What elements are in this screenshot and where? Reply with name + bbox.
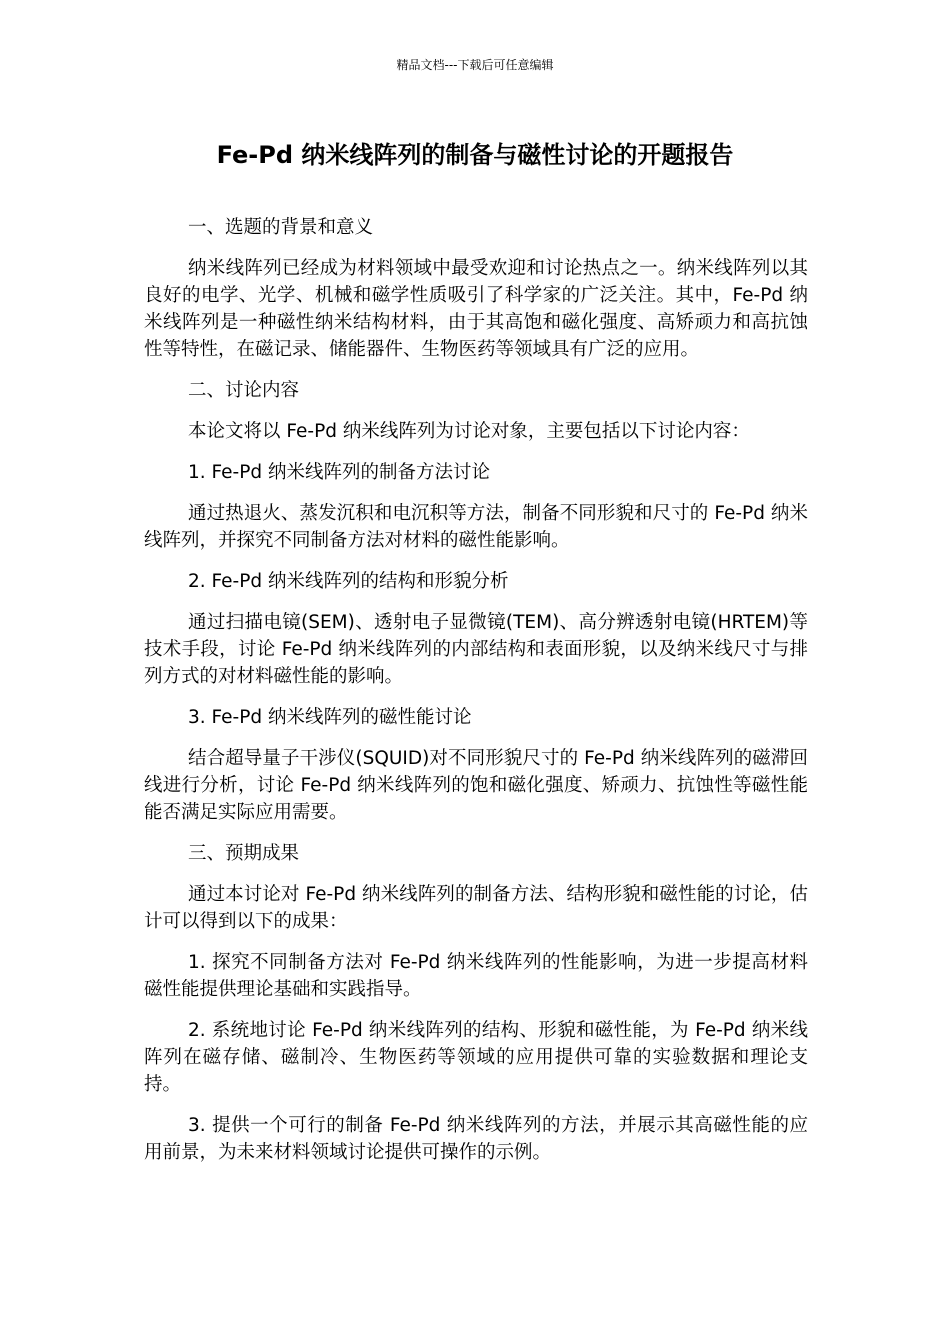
document-body (144, 214, 808, 1166)
section-heading-expected: 三、预期成果 (188, 843, 300, 864)
subheading-structure: 2. Fe-Pd 纳米线阵列的结构和形貌分析 (188, 571, 509, 592)
section-heading-background: 一、选题的背景和意义 (188, 217, 374, 238)
subheading-magnetic: 3. Fe-Pd 纳米线阵列的磁性能讨论 (188, 707, 472, 728)
paragraph-background: 纳米线阵列已经成为材料领域中最受欢迎和讨论热点之一。纳米线阵列以其良好的电学、光学、机械和磁学性质吸引了科学家的广泛关注。其中，Fe-Pd 纳米线阵列是一种磁性纳米结构材料，由于其高饱和磁化强度、高矫顽力和高抗蚀性等特性，在磁记录、储能器件、生物医药等领域具有广泛的应用。 (144, 258, 808, 360)
paragraph-expected-3: 3. 提供一个可行的制备 Fe-Pd 纳米线阵列的方法，并展示其高磁性能的应用前景，为未来材料领域讨论提供可操作的示例。 (144, 1115, 808, 1163)
paragraph-magnetic: 结合超导量子干涉仪(SQUID)对不同形貌尺寸的 Fe-Pd 纳米线阵列的磁滞回线进行分析，讨论 Fe-Pd 纳米线阵列的饱和磁化强度、矫顽力、抗蚀性等磁性能能否满足实际应用需要。 (144, 748, 808, 823)
paragraph-structure: 通过扫描电镜(SEM)、透射电子显微镜(TEM)、高分辨透射电镜(HRTEM)等技术手段，讨论 Fe-Pd 纳米线阵列的内部结构和表面形貌，以及纳米线尺寸与排列方式的对材料磁性能的影响。 (144, 612, 808, 687)
page-header-note: 精品文档---下载后可任意编辑 (396, 58, 554, 72)
paragraph-expected-intro: 通过本讨论对 Fe-Pd 纳米线阵列的制备方法、结构形貌和磁性能的讨论，估计可以得到以下的成果： (144, 884, 808, 932)
section-heading-content: 二、讨论内容 (188, 380, 300, 401)
paragraph-content-intro: 本论文将以 Fe-Pd 纳米线阵列为讨论对象，主要包括以下讨论内容： (188, 421, 750, 442)
paragraph-expected-1: 1. 探究不同制备方法对 Fe-Pd 纳米线阵列的性能影响，为进一步提高材料磁性能提供理论基础和实践指导。 (144, 952, 808, 1000)
document-title: Fe-Pd 纳米线阵列的制备与磁性讨论的开题报告 (216, 141, 734, 169)
paragraph-expected-2: 2. 系统地讨论 Fe-Pd 纳米线阵列的结构、形貌和磁性能，为 Fe-Pd 纳米线阵列在磁存储、磁制冷、生物医药等领域的应用提供可靠的实验数据和理论支持。 (144, 1020, 808, 1095)
subheading-preparation: 1. Fe-Pd 纳米线阵列的制备方法讨论 (188, 462, 490, 483)
paragraph-preparation: 通过热退火、蒸发沉积和电沉积等方法，制备不同形貌和尺寸的 Fe-Pd 纳米线阵列，并探究不同制备方法对材料的磁性能影响。 (144, 503, 808, 551)
